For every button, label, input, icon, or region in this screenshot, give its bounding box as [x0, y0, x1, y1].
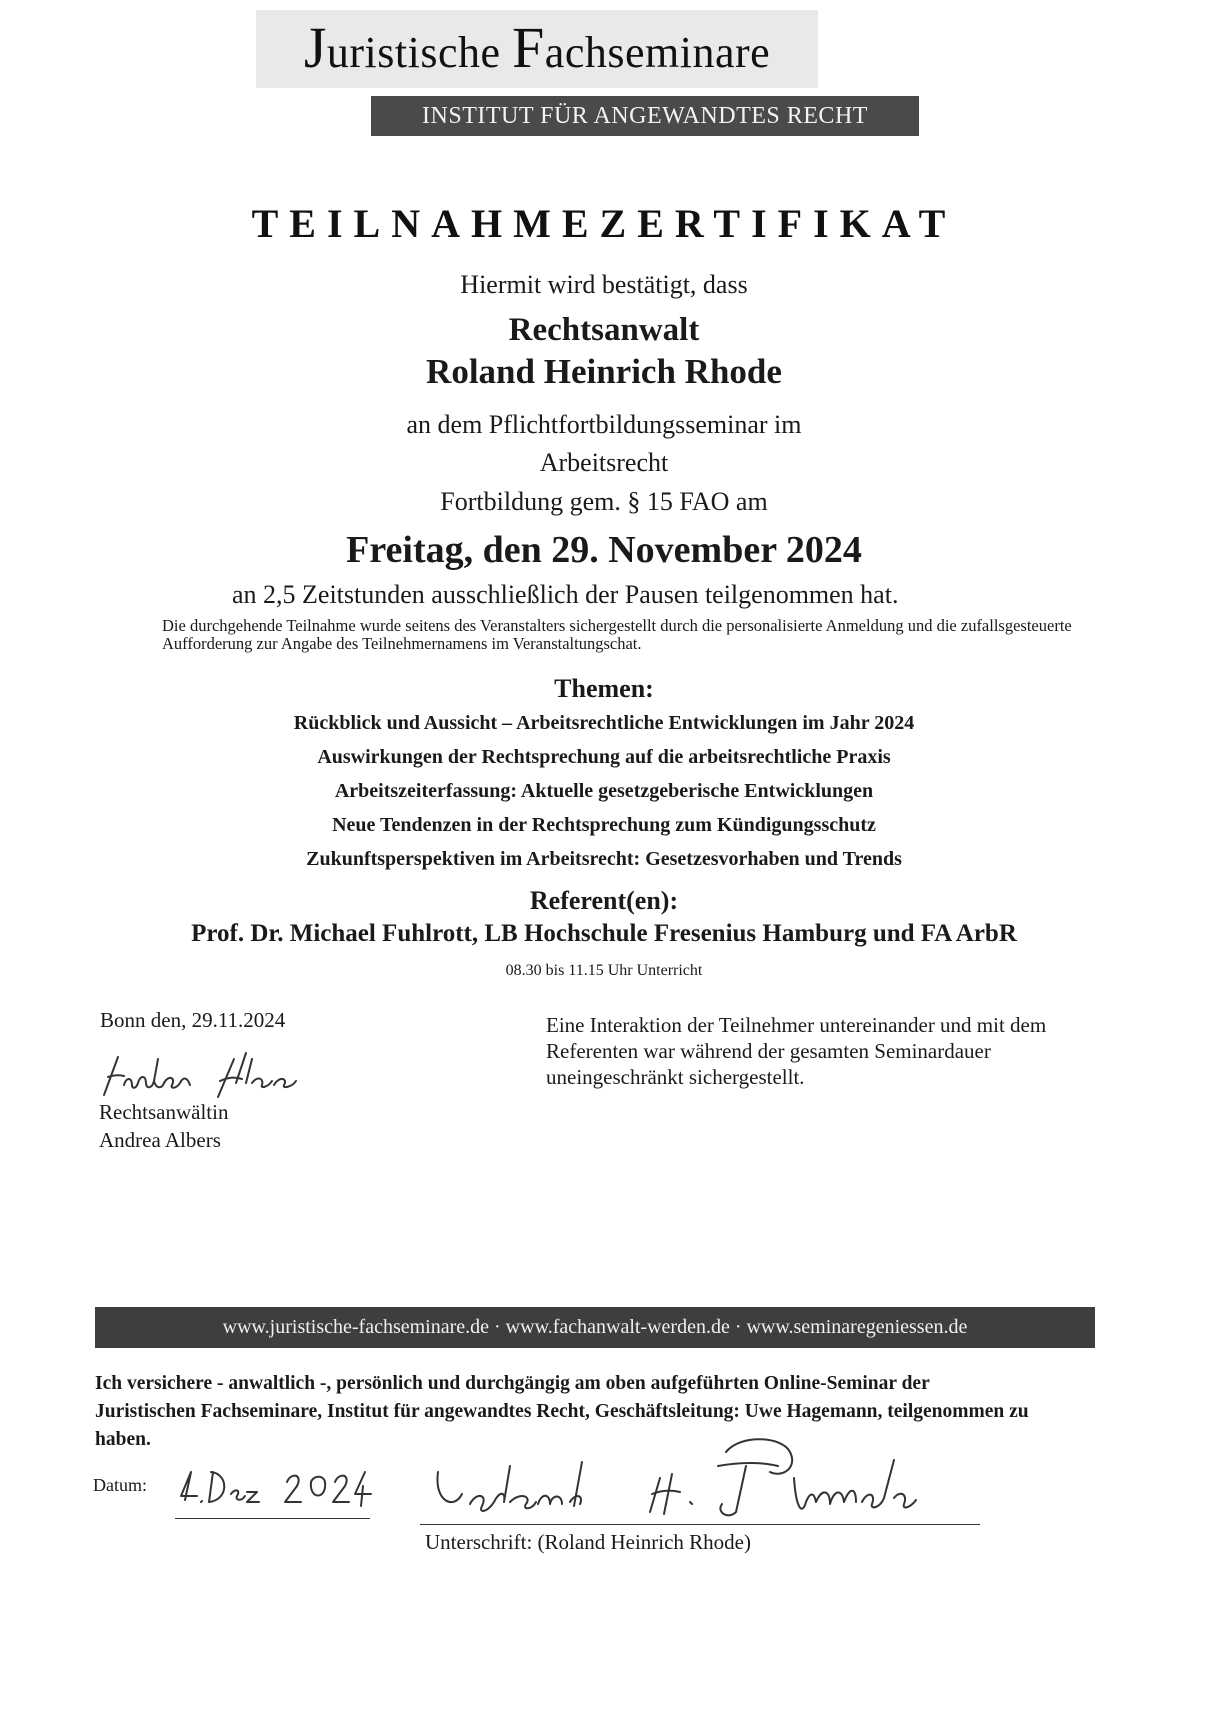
- attendee-name: Roland Heinrich Rhode: [426, 352, 782, 391]
- time-info: 08.30 bis 11.15 Uhr Unterricht: [505, 962, 703, 979]
- topic-item: Zukunftsperspektiven im Arbeitsrecht: Gesetzesvorhaben und Trends: [306, 848, 902, 870]
- seminar-regulation: Fortbildung gem. § 15 FAO am: [440, 487, 768, 516]
- seminar-description: an dem Pflichtfortbildungsseminar im: [406, 410, 802, 439]
- assurance-statement: Ich versichere - anwaltlich -, persönlich und durchgängig am oben aufgeführten Online-Seminar der Juristischen Fachseminare, Institut für angewandtes Recht, Geschäftsleitung: Uwe Hagemann, teilgenommen zu haben.: [95, 1373, 1029, 1450]
- issuer-signature: [96, 1045, 326, 1103]
- attendance-note: Die durchgehende Teilnahme wurde seitens des Veranstalters sichergestellt durch die personalisierte Anmeldung und die zufallsgesteuerte Aufforderung zur Angabe des Teilnehmernamens im Veranstaltungschat.: [162, 616, 1072, 653]
- issuer-role: Rechtsanwältin: [99, 1100, 229, 1124]
- signature-line: [420, 1524, 980, 1525]
- speakers-heading: Referent(en):: [529, 886, 679, 915]
- institute-banner: INSTITUT FÜR ANGEWANDTES RECHT: [371, 96, 919, 136]
- issuer-name: Andrea Albers: [99, 1128, 221, 1152]
- footer-links-bar: www.juristische-fachseminare.de · www.fachanwalt-werden.de · www.seminaregeniessen.de: [95, 1307, 1095, 1348]
- signature-caption: Unterschrift: (Roland Heinrich Rhode): [425, 1530, 751, 1554]
- duration-statement: an 2,5 Zeitstunden ausschließlich der Pausen teilgenommen hat.: [232, 580, 899, 609]
- seminar-date: Freitag, den 29. November 2024: [346, 529, 862, 571]
- logo-title: Juristische Fachseminare: [303, 15, 771, 80]
- handwritten-date: [175, 1460, 385, 1520]
- logo: [256, 10, 818, 88]
- certificate-title: TEILNAHMEZERTIFIKAT: [251, 201, 957, 246]
- topic-item: Rückblick und Aussicht – Arbeitsrechtliche Entwicklungen im Jahr 2024: [293, 712, 915, 734]
- place-date: Bonn den, 29.11.2024: [100, 1008, 286, 1032]
- interaction-statement: Eine Interaktion der Teilnehmer untereinander und mit dem Referenten war während der gesamten Seminardauer uneingeschränkt sichergestellt.: [546, 1013, 1047, 1089]
- speaker-name: Prof. Dr. Michael Fuhlrott, LB Hochschule Fresenius Hamburg und FA ArbR: [191, 920, 1017, 947]
- topics-heading: Themen:: [554, 674, 654, 703]
- date-label: Datum:: [93, 1475, 147, 1495]
- confirmation-intro: Hiermit wird bestätigt, dass: [460, 270, 748, 299]
- seminar-subject: Arbeitsrecht: [539, 448, 669, 477]
- topic-item: Arbeitszeiterfassung: Aktuelle gesetzgeberische Entwicklungen: [334, 780, 874, 802]
- attendee-signature: [410, 1432, 1010, 1532]
- topic-item: Auswirkungen der Rechtsprechung auf die arbeitsrechtliche Praxis: [317, 746, 891, 768]
- attendee-title: Rechtsanwalt: [508, 312, 700, 348]
- date-underline: [175, 1518, 370, 1519]
- topic-item: Neue Tendenzen in der Rechtsprechung zum Kündigungsschutz: [332, 814, 876, 836]
